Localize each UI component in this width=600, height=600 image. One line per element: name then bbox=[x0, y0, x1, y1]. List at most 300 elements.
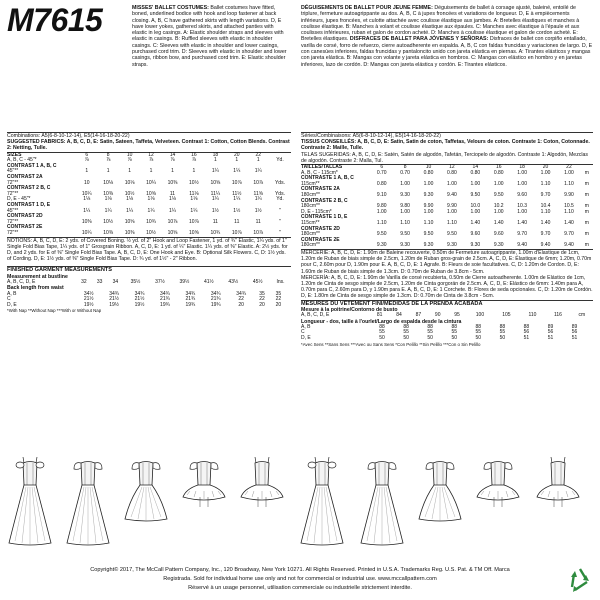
commercial-use-line: Registrada. Sold for individual home use only and not for commercial or industrial use. www.mccallpattern.com bbox=[163, 576, 437, 582]
cell: 1⅛ bbox=[147, 196, 155, 203]
row-label: 72"** bbox=[7, 218, 19, 225]
cell: 11½ bbox=[232, 190, 242, 197]
cell: 1.10 bbox=[540, 180, 551, 187]
row-label: CONTRAST 1 A, B, C bbox=[7, 162, 57, 169]
cell: 8 bbox=[403, 164, 407, 171]
cell: 41½ bbox=[203, 278, 214, 285]
cell: 20 bbox=[542, 164, 549, 171]
cell: 20 bbox=[275, 301, 282, 308]
length-table bbox=[7, 292, 291, 309]
cell: 1.00 bbox=[540, 169, 551, 176]
cell: 88 bbox=[451, 323, 457, 330]
cell: 88 bbox=[403, 323, 409, 330]
cell: 21½ bbox=[83, 296, 94, 303]
row-label: A, B, C, D, E bbox=[301, 311, 330, 318]
cell: " bbox=[279, 218, 281, 225]
cell: " bbox=[279, 207, 281, 214]
cell: 10.5 bbox=[564, 203, 574, 210]
row-label: TAILLES/TALLAS bbox=[301, 164, 343, 171]
cell: 84 bbox=[396, 311, 402, 318]
cell: 88 bbox=[379, 323, 385, 330]
cell: 34¾ bbox=[210, 290, 221, 297]
cell: 1¼ bbox=[126, 207, 134, 214]
cell: 1 bbox=[149, 168, 153, 175]
cell: 16 bbox=[191, 151, 197, 158]
cell: 34¾ bbox=[236, 290, 246, 297]
cell: 21¾ bbox=[185, 296, 196, 303]
cell: 22 bbox=[275, 296, 282, 303]
cell: 34¾ bbox=[160, 290, 170, 297]
french-use-line: Réservé à un usage personnel, utilisation commerciale ou industrielle strictement interdite. bbox=[188, 585, 412, 591]
cell: 1.40 bbox=[564, 219, 574, 226]
row-label: CONTRAST 2D bbox=[7, 213, 43, 220]
cell: 9.70 bbox=[540, 191, 551, 198]
nap-note: *With Nap **Without Nap ***With or Without Nap bbox=[7, 308, 102, 314]
cell: 10.2 bbox=[493, 203, 504, 210]
cell: 34½ bbox=[83, 290, 94, 297]
cell: 1½ bbox=[233, 207, 241, 214]
cell: 10½ bbox=[146, 229, 156, 236]
cell: 9.30 bbox=[376, 242, 387, 249]
cell: 12 bbox=[449, 164, 455, 171]
cell: 1 bbox=[85, 168, 89, 175]
cell: 10⅞ bbox=[167, 218, 178, 225]
cell: ⅞ bbox=[127, 157, 132, 164]
cell: 81 bbox=[376, 311, 383, 318]
row-label: 115cm** bbox=[301, 219, 320, 226]
cell: 45½ bbox=[252, 278, 263, 285]
cell: 10½ bbox=[124, 190, 135, 197]
row-label: CONTRAST 2A bbox=[7, 173, 43, 180]
cell: 1¼ bbox=[254, 168, 262, 175]
cell: 88 bbox=[499, 323, 506, 330]
cell: 1½ bbox=[211, 207, 219, 214]
cell: 1.00 bbox=[470, 180, 481, 187]
cell: 34¾ bbox=[109, 290, 119, 297]
row-label: CONTRAST 2 B, C bbox=[7, 185, 51, 192]
row-label: C bbox=[7, 296, 11, 303]
cell: 18 bbox=[212, 151, 219, 158]
cell: m bbox=[584, 242, 589, 249]
row-label: A, B, C, D, E bbox=[7, 278, 36, 285]
cell: 88 bbox=[475, 323, 482, 330]
cell: 1 bbox=[192, 168, 196, 175]
cell: 55 bbox=[427, 329, 433, 336]
cell: 11 bbox=[169, 190, 176, 197]
cell: 88 bbox=[427, 323, 433, 330]
spanish-title: DISFRACES DE BALLET PARA JÓVENES Y SEÑORAS: bbox=[349, 36, 489, 43]
cell: 11 bbox=[234, 218, 240, 225]
costume-view-e bbox=[240, 455, 284, 547]
french-text: Déguisements de ballet à corsage ajusté, baleiné, entoilé de triplure, fermeture autoagrippante au dos. A, B, C à jupes froncées et variations de longueur. D, E à empiècements inférieurs, jupes froncées, et culotte attachée avec coulisse élastique aux jambes. A: Bretelles élastiques et manches à coulisse élastique. B: Manches à volant et coulisse élastique aux épaules. C: Manches avec élastique à l'épaule et aux coulisses inférieures, ruban et galon de cordon acheté. D: Manches à coulisse élastique et galon de cordon acheté. E: Bretelles élastiques. bbox=[301, 5, 580, 43]
cell: 1.10 bbox=[423, 219, 434, 226]
right-column bbox=[301, 132, 593, 348]
cell: m bbox=[584, 191, 589, 198]
cell: 1.00 bbox=[517, 169, 527, 176]
cell: 1.00 bbox=[564, 169, 574, 176]
yardage-table bbox=[7, 153, 291, 237]
cell: 21¾ bbox=[160, 296, 170, 303]
cell: 1⅛ bbox=[190, 196, 198, 203]
row-label: 180cm** bbox=[301, 191, 320, 198]
cell: 14 bbox=[472, 164, 479, 171]
cell: 19½ bbox=[83, 301, 94, 308]
suggested-fabrics: SUGGESTED FABRICS: A, B, C, D, E: Satin, Sateen, Taffeta, Velveteen. Contrast 1: Cotton, Cotton Blends. Contrast 2: Netting, Tulle. bbox=[7, 139, 290, 152]
cell: m bbox=[584, 180, 589, 187]
row-label: CONTRASTE 2A bbox=[301, 186, 340, 193]
cell: ⅞ bbox=[170, 157, 175, 164]
cell: 1¼ bbox=[233, 168, 241, 175]
cell: 9.90 bbox=[423, 203, 434, 210]
cell: Yds. bbox=[274, 179, 285, 186]
cell: 1 bbox=[213, 157, 217, 164]
row-label: CONTRAST 2E bbox=[7, 224, 43, 231]
cell: 10 bbox=[83, 179, 90, 186]
cell: 50 bbox=[427, 334, 433, 341]
cell: 10⅝ bbox=[189, 229, 199, 236]
cell: 55 bbox=[379, 329, 385, 336]
cell: 105 bbox=[502, 311, 511, 318]
cell: 56 bbox=[571, 329, 578, 336]
cell: 1.10 bbox=[564, 208, 574, 215]
cell: 21½ bbox=[134, 296, 145, 303]
costume-view-b bbox=[66, 455, 110, 547]
cell: 9.90 bbox=[564, 191, 574, 198]
cell: 18 bbox=[519, 164, 525, 171]
french-spanish-description bbox=[301, 5, 593, 68]
mesure-poitrine-label: Mesure à la poitrine/Contorno de busto bbox=[301, 306, 398, 313]
cell: 10⅛ bbox=[124, 179, 135, 186]
cell: ⅞ bbox=[84, 157, 89, 164]
cell: 1 bbox=[128, 168, 131, 175]
combinaisons: Séries/Combinaisons: A5(6-8-10-12-14), E5(14-16-18-20-22) bbox=[301, 133, 441, 139]
combinations: Combinations: A5(6-8-10-12-14), E5(14-16-18-20-22) bbox=[7, 133, 130, 139]
cell: 35½ bbox=[130, 278, 141, 285]
left-column bbox=[7, 132, 291, 315]
cell: cm bbox=[578, 311, 586, 318]
cell: 1½ bbox=[254, 207, 262, 214]
cell: 9.30 bbox=[470, 242, 481, 249]
cell: 50 bbox=[499, 334, 506, 341]
cell: 10⅝ bbox=[146, 190, 156, 197]
row-label: A, B bbox=[7, 290, 17, 297]
cell: 10⅜ bbox=[124, 229, 135, 236]
row-label: C bbox=[301, 329, 305, 336]
cell: 20 bbox=[234, 151, 240, 158]
cell: 55 bbox=[403, 329, 409, 336]
cell: 10 bbox=[126, 151, 133, 158]
cell: 87 bbox=[415, 311, 422, 318]
cell: ⅞ bbox=[106, 157, 111, 164]
cell: 1⅛ bbox=[104, 196, 112, 203]
cell: 35 bbox=[275, 290, 282, 297]
cell: 9.40 bbox=[564, 242, 574, 249]
cell: 19¾ bbox=[185, 301, 196, 308]
cell: " bbox=[279, 229, 281, 236]
row-label: CONTRAST 1 D, E bbox=[7, 201, 51, 208]
row-label: A, B bbox=[301, 323, 311, 330]
cell: 6 bbox=[380, 164, 384, 171]
cell: m bbox=[584, 219, 589, 226]
cell: 88 bbox=[523, 323, 530, 330]
row-label: 45"** bbox=[7, 207, 19, 214]
cell: 9.80 bbox=[400, 203, 410, 210]
cell: 10.3 bbox=[517, 203, 527, 210]
cell: 9.40 bbox=[517, 242, 527, 249]
cell: 10¼ bbox=[146, 179, 156, 186]
row-label: CONTRASTE 1 A, B, C bbox=[301, 175, 354, 182]
costume-view-e bbox=[536, 455, 580, 547]
cell: 9.30 bbox=[400, 242, 410, 249]
row-label: 180cm** bbox=[301, 231, 320, 238]
cell: 56 bbox=[547, 329, 554, 336]
row-label: D, E bbox=[7, 301, 17, 308]
cell: 55 bbox=[499, 329, 506, 336]
cell: 22 bbox=[255, 151, 261, 158]
english-title: MISSES' BALLET COSTUMES: bbox=[132, 5, 209, 11]
cell: 1.40 bbox=[540, 219, 551, 226]
cell: 11¼ bbox=[210, 190, 221, 197]
cell: 10¼ bbox=[81, 229, 92, 236]
cell: 9.60 bbox=[493, 231, 504, 238]
cell: 1.00 bbox=[423, 180, 434, 187]
cell: 8 bbox=[106, 151, 110, 158]
row-label: 180cm** bbox=[301, 242, 320, 249]
cell: 50 bbox=[475, 334, 482, 341]
cell: 9.30 bbox=[447, 242, 457, 249]
cell: 1 bbox=[106, 168, 110, 175]
cell: 1.00 bbox=[400, 208, 410, 215]
cell: 1.10 bbox=[376, 219, 387, 226]
cell: 50 bbox=[379, 334, 385, 341]
spanish-text: Disfraces de ballet con corpiño entallado, varilla de corsé, forro de refuerzo, cierre autoadherente en espalda. A, B, C con faldas fruncidas y variaciones de largo. D, E con canesúes inferiores, faldas fruncidas y pantaloncito unido con jareta elástica en piernas. A: Tirantes elásticos y mangas con jareta elástica. B: Mangas con volante y jareta elástica en hombros. C: Mangas con elástico en hombro y en jaretas inferiores, lazo de cordón. D: Mangas con jareta elástica y cordón. E: Tirantes elásticos. bbox=[301, 36, 593, 68]
cell: 20 bbox=[259, 301, 265, 308]
telas-sugeridas: TELAS SUGERIDAS: A, B, C, D, E: Satén, Satén de algodón, Tafetán, Terciopelo de algodón. Contraste 1: Algodón, Mezclas de algodón. Contraste 2: Malla, Tul. bbox=[301, 151, 589, 164]
copyright-line: Copyright© 2017, The McCall Pattern Company, Inc., 120 Broadway, New York 10271. All Rights Reserved. Printed in U.S.A. Trademarks Reg. U.S. Pat. & TM Off. Marca bbox=[90, 567, 510, 573]
cell: 1¼ bbox=[190, 207, 198, 214]
cell: 1 bbox=[256, 157, 260, 164]
cell: 9.60 bbox=[470, 231, 481, 238]
cell: 50 bbox=[451, 334, 457, 341]
cell: 9.30 bbox=[493, 242, 504, 249]
cell: 55 bbox=[475, 329, 482, 336]
cell: 116 bbox=[553, 311, 562, 318]
costume-view-d bbox=[476, 455, 520, 547]
cell: 1.00 bbox=[447, 180, 457, 187]
cell: 9.50 bbox=[400, 231, 410, 238]
cell: 9.50 bbox=[470, 191, 481, 198]
cell: 51 bbox=[547, 334, 554, 341]
cell: 10⅞ bbox=[253, 229, 264, 236]
cell: 0.80 bbox=[470, 169, 481, 176]
cell: 10⅞ bbox=[231, 179, 242, 186]
cell: 1.00 bbox=[447, 208, 457, 215]
bust-measure-label: Measurement at bustline bbox=[7, 273, 68, 280]
cell: 0.80 bbox=[493, 169, 504, 176]
cell: 1.00 bbox=[400, 180, 410, 187]
costume-view-c bbox=[124, 455, 168, 547]
row-label: CONTRASTE 2D bbox=[301, 225, 340, 232]
cell: 16 bbox=[495, 164, 502, 171]
cell: 1.40 bbox=[517, 219, 527, 226]
cell: 1.40 bbox=[470, 219, 481, 226]
cell: 9.50 bbox=[376, 231, 387, 238]
cell: 0.70 bbox=[376, 169, 387, 176]
cell: 9.10 bbox=[376, 191, 387, 198]
cell: 10⅜ bbox=[103, 229, 114, 236]
cell: 1¼ bbox=[83, 207, 91, 214]
cell: 12 bbox=[148, 151, 154, 158]
cell: 9.40 bbox=[540, 242, 551, 249]
cell: m bbox=[584, 231, 589, 238]
cell: 1¼ bbox=[233, 196, 241, 203]
cell: 35 bbox=[259, 290, 265, 297]
cell: 10 bbox=[425, 164, 432, 171]
cell: 9.50 bbox=[493, 191, 504, 198]
costume-view-a bbox=[8, 455, 52, 547]
cell: 9.40 bbox=[447, 191, 457, 198]
cell: 32 bbox=[81, 278, 87, 285]
cell: 1.00 bbox=[470, 208, 481, 215]
cell: 1.40 bbox=[493, 219, 504, 226]
cell: 9.70 bbox=[564, 231, 574, 238]
cell: Yds. bbox=[274, 190, 285, 197]
longueur-label: Longueur - dos, taille à l'ourlet/Largo de espalda desde la cintura bbox=[301, 318, 462, 325]
cell: 9.70 bbox=[517, 231, 527, 238]
cell: 22 bbox=[566, 164, 572, 171]
row-label: CONTRASTE 2E bbox=[301, 236, 340, 243]
mercerie: MERCERIE: A, B, C, D, E: 1.90m de Baleine recouverte, 0.50m de Fermeture autoagrippante, 1.00m d'Élastique de 1cm, 1.20m de Ruban de biais simple de 2.5cm, 1.20m de Ruban gros-grain de 2.5cm. A, C, D, E: Élastique de 6mm; 1.20m, 0.70m pour C, 2.60m pour D, 1.90m pour E. A, B, C, D, E: 1 Agrafe. B: Fleurs de soie facultatives. C, D: 1.20m de Cordon. D, E: 1.60m de Ruban de biais simple de 1.3cm. D: 0.70m de Ruban de 3.8cm - 5cm. bbox=[301, 249, 592, 275]
cell: 11⅛ bbox=[189, 190, 199, 197]
recycle-icon bbox=[565, 565, 595, 595]
cell: Yd. bbox=[276, 157, 284, 164]
costume-view-a bbox=[300, 455, 344, 547]
cell: 22 bbox=[238, 296, 244, 303]
cell: 1¼ bbox=[168, 207, 176, 214]
row-label: SIZES bbox=[7, 151, 22, 158]
costume-view-c bbox=[418, 455, 462, 547]
cell: 51 bbox=[571, 334, 578, 341]
cell: 20 bbox=[238, 301, 244, 308]
english-text: Ballet costumes have fitted, boned, underlined bodice with hook and loop fastener at back closing. A, B, C have gathered skirts with length variations. D, E have lower yokes, gathered skirts, and attached panties with elastic in leg casings. A: Elastic shoulder straps and sleeves with elastic in casings. B: Ruffled sleeves with elastic in shoulder casings. C: Sleeves with elastic in shoulder and lower casings, purchased cord trim. D: Sleeves with elastic in shoulder and lower casings, ribbon bow, and purchased cord trim. E: Elastic shoulder straps. bbox=[132, 5, 287, 68]
row-label: 45"** bbox=[7, 168, 19, 175]
cell: 37½ bbox=[155, 278, 165, 285]
row-label: 115cm** bbox=[301, 180, 320, 187]
cell: ⅞ bbox=[148, 157, 154, 164]
cell: 1.10 bbox=[540, 208, 551, 215]
cell: 1.00 bbox=[517, 180, 527, 187]
cell: Ins. bbox=[276, 278, 285, 285]
french-title: DÉGUISEMENTS DE BALLET POUR JEUNE FEMME: bbox=[301, 5, 433, 11]
cell: 1.00 bbox=[376, 208, 387, 215]
cell: 6 bbox=[85, 151, 89, 158]
nap-note-translated: *Avec Sens **Sans Sens ***Avec ou Sans Sens *Con Pelillo **Sin Pelillo ***Con o Sin Pelillo bbox=[301, 341, 481, 347]
cell: 33 bbox=[96, 278, 103, 285]
cell: 0.80 bbox=[423, 169, 434, 176]
cell: 1¼ bbox=[211, 168, 219, 175]
cell: 1.00 bbox=[493, 208, 504, 215]
cell: 10.0 bbox=[470, 203, 481, 210]
notions: NOTIONS: A, B, C, D, E: 2 yds. of Covered Boning. ½ yd. of 2" Hook and Loop Fastener, 1 yd. of ¾" Elastic, 1¼ yds. of 1" Single Fold Bias Tape, 1¼ yds. of 1" Grosgrain Ribbon. A, C, D, E: 1 yd. of ¼" Elastic. 1¼ yds. of ⅜" Elastic. A: 2½ yds. for D, and 2 yds. for E of ⅜" Single Fold Bias Tape. A, B, C, D, E: One Hook and Eye. B: Optional Silk Flowers. C, D: 1½ yds. of Cording. D, E: 1½ yds. of ⅜" Single Fold Bias Tape. D: ¾ yd. of 1½" - 2" Ribbon. bbox=[7, 237, 288, 263]
merceria: MERCERÍA: A, B, C, D, E: 1.90m de Varilla de corsé recubierta, 0.50m de Cierre autoadherente. 1.00m de Elástico de 1cm, 1.20m de Cinta de sesgo simple de 2.5cm, 1.20m de Cinta gorgorán de 2.5cm. A, C, D, E: Elástico de 6mm: 1.40m para A, 0.70m para C, 2.60m para D, y 1.90m para E. A, B, C, D, E: 1 Corchete. B: Flores de seda opcionales. C, D: 1.20m de Cordón. D, E: 1.80m de Cinta de sesgo simple de 1.3cm. D: 0.70m de Cinta de 3.8cm - 5cm. bbox=[301, 274, 593, 300]
cell: 34¾ bbox=[185, 290, 196, 297]
cell: 100 bbox=[475, 311, 485, 318]
cell: 1 bbox=[235, 157, 239, 164]
cell: 43½ bbox=[228, 278, 239, 285]
cell: 34¾ bbox=[134, 290, 145, 297]
row-label: 72"** bbox=[7, 179, 19, 186]
cell: 10¾ bbox=[210, 229, 221, 236]
cell: 9.30 bbox=[400, 191, 410, 198]
cell: 10⅜ bbox=[103, 190, 114, 197]
cell: 1.10 bbox=[400, 219, 410, 226]
cell: 1¼ bbox=[104, 207, 112, 214]
cell: 1¼ bbox=[147, 207, 155, 214]
row-label: 180cm** bbox=[301, 203, 320, 210]
cell: 19½ bbox=[134, 301, 145, 308]
cell: ⅞ bbox=[191, 157, 196, 164]
row-label: CONTRASTE 1 D, E bbox=[301, 214, 348, 221]
cell: 19½ bbox=[109, 301, 119, 308]
row-label: A, B, C - 45"* bbox=[7, 157, 37, 164]
cell: 10⅝ bbox=[124, 218, 135, 225]
costume-view-d bbox=[182, 455, 226, 547]
cell: 11 bbox=[255, 218, 261, 225]
metric-yardage-table bbox=[301, 165, 593, 249]
row-label: D, E - 115cm* bbox=[301, 208, 332, 215]
cell: 1.10 bbox=[564, 180, 574, 187]
cell: 1¼ bbox=[254, 196, 262, 203]
cell: 21½ bbox=[109, 296, 119, 303]
cell: 89 bbox=[571, 323, 578, 330]
cell: 10½ bbox=[189, 179, 199, 186]
cell: 50 bbox=[403, 334, 409, 341]
cell: 34 bbox=[112, 278, 119, 285]
row-label: D, E - 45"* bbox=[7, 196, 31, 203]
costume-view-b bbox=[360, 455, 404, 547]
row-label: 72"** bbox=[7, 229, 19, 236]
cell: 90 bbox=[434, 311, 441, 318]
cell: 9.50 bbox=[447, 231, 457, 238]
cell: 9.30 bbox=[423, 242, 434, 249]
cell: m bbox=[584, 169, 589, 176]
cell: 10⅝ bbox=[210, 179, 221, 186]
cell: 95 bbox=[454, 311, 460, 318]
cell: 9.80 bbox=[376, 203, 387, 210]
row-label: D, E bbox=[301, 334, 311, 341]
metric-length-table bbox=[301, 325, 593, 342]
pattern-number: M7615 bbox=[7, 2, 103, 38]
cell: 1 bbox=[171, 168, 174, 175]
cell: 89 bbox=[547, 323, 554, 330]
tissus-conseilles: TISSUS CONSEILLÉS: A, B, C, D, E: Satin, Satin de coton, Taffetas, Velours de coton. Contraste 1: Coton, Cotonnade. Contraste 2: Maille, Tulle. bbox=[301, 139, 590, 152]
mesures-title: MESURES DU VÊTEMENT FINI/MEDIDAS DE LA PRENDA ACABADA bbox=[301, 300, 483, 307]
cell: 110 bbox=[528, 311, 537, 318]
cell: 10.4 bbox=[540, 203, 551, 210]
cell: 10⅜ bbox=[167, 179, 178, 186]
cell: 11 bbox=[212, 218, 218, 225]
cell: 1⅛ bbox=[83, 196, 91, 203]
cell: Yd. bbox=[276, 196, 284, 203]
finished-measurements-title: FINISHED GARMENT MEASUREMENTS bbox=[7, 267, 113, 274]
cell: 10½ bbox=[103, 218, 114, 225]
row-label: A, B, C - 115cm* bbox=[301, 169, 338, 176]
cell: 10⅞ bbox=[189, 218, 199, 225]
cell: 14 bbox=[169, 151, 176, 158]
cell: 1.00 bbox=[493, 180, 504, 187]
cell: 10⅞ bbox=[231, 229, 242, 236]
cell: 22 bbox=[259, 296, 265, 303]
